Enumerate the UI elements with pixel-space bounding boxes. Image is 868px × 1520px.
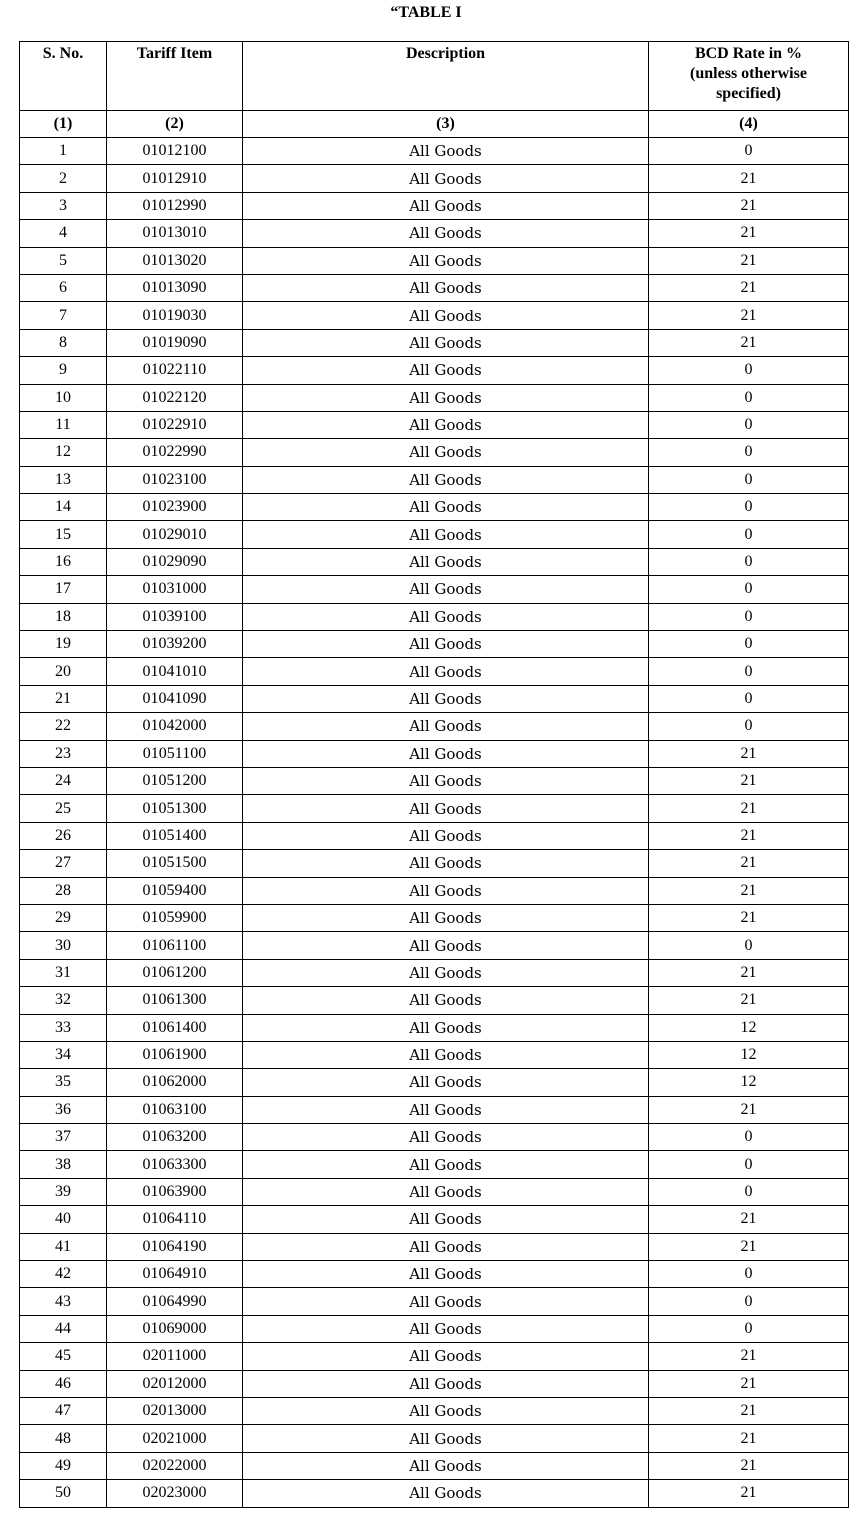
sno-cell: 49 xyxy=(20,1452,107,1479)
tariff-item-cell: 01062000 xyxy=(107,1069,243,1096)
tariff-item-cell: 01031000 xyxy=(107,576,243,603)
sno-cell: 32 xyxy=(20,987,107,1014)
bcd-rate-cell: 21 xyxy=(649,247,849,274)
bcd-rate-cell: 0 xyxy=(649,1124,849,1151)
tariff-item-cell: 01022910 xyxy=(107,411,243,438)
tariff-item-cell: 01051400 xyxy=(107,822,243,849)
description-cell: All Goods xyxy=(243,877,649,904)
tariff-item-cell: 01064990 xyxy=(107,1288,243,1315)
table-row xyxy=(20,767,849,794)
tariff-item-cell: 01013010 xyxy=(107,220,243,247)
bcd-rate-cell: 21 xyxy=(649,987,849,1014)
table-header-row xyxy=(20,42,849,111)
description-cell: All Goods xyxy=(243,1425,649,1452)
table-row xyxy=(20,274,849,301)
sno-cell: 16 xyxy=(20,548,107,575)
table-row xyxy=(20,685,849,712)
tariff-table xyxy=(19,41,849,1508)
table-row xyxy=(20,740,849,767)
description-cell: All Goods xyxy=(243,685,649,712)
tariff-item-cell: 02021000 xyxy=(107,1425,243,1452)
bcd-rate-cell: 21 xyxy=(649,1343,849,1370)
sno-cell: 31 xyxy=(20,959,107,986)
bcd-rate-cell: 21 xyxy=(649,904,849,931)
tariff-item-cell: 01013090 xyxy=(107,274,243,301)
bcd-rate-cell: 0 xyxy=(649,384,849,411)
bcd-rate-cell: 0 xyxy=(649,494,849,521)
description-cell: All Goods xyxy=(243,411,649,438)
sno-cell: 6 xyxy=(20,274,107,301)
tariff-item-cell: 01012100 xyxy=(107,138,243,165)
description-cell: All Goods xyxy=(243,1343,649,1370)
tariff-item-cell: 01029090 xyxy=(107,548,243,575)
table-row xyxy=(20,220,849,247)
table-row xyxy=(20,357,849,384)
tariff-item-cell: 01069000 xyxy=(107,1315,243,1342)
table-row xyxy=(20,384,849,411)
sno-cell: 34 xyxy=(20,1041,107,1068)
sno-cell: 26 xyxy=(20,822,107,849)
tariff-item-cell: 01064910 xyxy=(107,1261,243,1288)
table-row xyxy=(20,302,849,329)
header-sno: S. No. xyxy=(20,42,107,111)
tariff-item-cell: 01012990 xyxy=(107,192,243,219)
bcd-rate-cell: 21 xyxy=(649,795,849,822)
table-row xyxy=(20,1233,849,1260)
description-cell: All Goods xyxy=(243,987,649,1014)
description-cell: All Goods xyxy=(243,192,649,219)
tariff-item-cell: 01063900 xyxy=(107,1178,243,1205)
sno-cell: 15 xyxy=(20,521,107,548)
description-cell: All Goods xyxy=(243,1370,649,1397)
table-row xyxy=(20,1397,849,1424)
bcd-rate-cell: 0 xyxy=(649,138,849,165)
sno-cell: 18 xyxy=(20,603,107,630)
tariff-item-cell: 01051100 xyxy=(107,740,243,767)
tariff-item-cell: 01022110 xyxy=(107,357,243,384)
sno-cell: 47 xyxy=(20,1397,107,1424)
description-cell: All Goods xyxy=(243,932,649,959)
table-row xyxy=(20,1096,849,1123)
table-row xyxy=(20,138,849,165)
bcd-rate-cell: 21 xyxy=(649,302,849,329)
bcd-rate-cell: 0 xyxy=(649,631,849,658)
tariff-item-cell: 01059900 xyxy=(107,904,243,931)
description-cell: All Goods xyxy=(243,439,649,466)
sno-cell: 39 xyxy=(20,1178,107,1205)
sno-cell: 23 xyxy=(20,740,107,767)
sno-cell: 9 xyxy=(20,357,107,384)
table-row xyxy=(20,603,849,630)
description-cell: All Goods xyxy=(243,1397,649,1424)
tariff-item-cell: 01061300 xyxy=(107,987,243,1014)
sno-cell: 8 xyxy=(20,329,107,356)
bcd-rate-cell: 12 xyxy=(649,1014,849,1041)
sno-cell: 3 xyxy=(20,192,107,219)
tariff-item-cell: 01019030 xyxy=(107,302,243,329)
table-row xyxy=(20,329,849,356)
description-cell: All Goods xyxy=(243,1452,649,1479)
bcd-rate-cell: 0 xyxy=(649,576,849,603)
description-cell: All Goods xyxy=(243,822,649,849)
table-row xyxy=(20,877,849,904)
description-cell: All Goods xyxy=(243,1124,649,1151)
bcd-rate-cell: 21 xyxy=(649,767,849,794)
table-row xyxy=(20,904,849,931)
bcd-rate-cell: 0 xyxy=(649,1151,849,1178)
sno-cell: 30 xyxy=(20,932,107,959)
sno-cell: 21 xyxy=(20,685,107,712)
description-cell: All Goods xyxy=(243,548,649,575)
table-row xyxy=(20,1425,849,1452)
bcd-rate-cell: 0 xyxy=(649,439,849,466)
bcd-rate-cell: 0 xyxy=(649,1315,849,1342)
tariff-item-cell: 01051500 xyxy=(107,850,243,877)
tariff-item-cell: 01061400 xyxy=(107,1014,243,1041)
bcd-rate-cell: 21 xyxy=(649,850,849,877)
table-row xyxy=(20,521,849,548)
column-number-row xyxy=(20,111,849,138)
description-cell: All Goods xyxy=(243,1480,649,1507)
tariff-item-cell: 01041090 xyxy=(107,685,243,712)
tariff-item-cell: 01022990 xyxy=(107,439,243,466)
bcd-rate-cell: 21 xyxy=(649,1233,849,1260)
bcd-rate-cell: 12 xyxy=(649,1041,849,1068)
sno-cell: 24 xyxy=(20,767,107,794)
sno-cell: 2 xyxy=(20,165,107,192)
bcd-rate-cell: 0 xyxy=(649,932,849,959)
table-row xyxy=(20,932,849,959)
tariff-item-cell: 01063200 xyxy=(107,1124,243,1151)
description-cell: All Goods xyxy=(243,767,649,794)
description-cell: All Goods xyxy=(243,576,649,603)
table-row xyxy=(20,1041,849,1068)
tariff-item-cell: 01029010 xyxy=(107,521,243,548)
description-cell: All Goods xyxy=(243,1233,649,1260)
sno-cell: 17 xyxy=(20,576,107,603)
bcd-rate-cell: 21 xyxy=(649,1397,849,1424)
bcd-rate-cell: 0 xyxy=(649,521,849,548)
table-row xyxy=(20,192,849,219)
description-cell: All Goods xyxy=(243,1069,649,1096)
sno-cell: 7 xyxy=(20,302,107,329)
table-row xyxy=(20,1370,849,1397)
table-row xyxy=(20,631,849,658)
description-cell: All Goods xyxy=(243,466,649,493)
sno-cell: 22 xyxy=(20,713,107,740)
bcd-rate-cell: 21 xyxy=(649,877,849,904)
table-row xyxy=(20,1343,849,1370)
sno-cell: 14 xyxy=(20,494,107,521)
sno-cell: 13 xyxy=(20,466,107,493)
description-cell: All Goods xyxy=(243,384,649,411)
table-row xyxy=(20,165,849,192)
table-row xyxy=(20,658,849,685)
sno-cell: 33 xyxy=(20,1014,107,1041)
table-row xyxy=(20,1452,849,1479)
column-number-3: (3) xyxy=(243,111,649,138)
sno-cell: 12 xyxy=(20,439,107,466)
table-row xyxy=(20,959,849,986)
bcd-rate-cell: 21 xyxy=(649,1425,849,1452)
sno-cell: 46 xyxy=(20,1370,107,1397)
tariff-item-cell: 01064190 xyxy=(107,1233,243,1260)
table-row xyxy=(20,411,849,438)
description-cell: All Goods xyxy=(243,247,649,274)
tariff-item-cell: 01063100 xyxy=(107,1096,243,1123)
sno-cell: 44 xyxy=(20,1315,107,1342)
tariff-item-cell: 01039200 xyxy=(107,631,243,658)
bcd-rate-cell: 0 xyxy=(649,1261,849,1288)
description-cell: All Goods xyxy=(243,795,649,822)
page-title: “TABLE I xyxy=(390,4,462,21)
description-cell: All Goods xyxy=(243,329,649,356)
description-cell: All Goods xyxy=(243,959,649,986)
bcd-rate-cell: 0 xyxy=(649,357,849,384)
description-cell: All Goods xyxy=(243,494,649,521)
sno-cell: 20 xyxy=(20,658,107,685)
table-row xyxy=(20,1480,849,1507)
column-number-4: (4) xyxy=(649,111,849,138)
sno-cell: 41 xyxy=(20,1233,107,1260)
header-bcd-rate xyxy=(649,42,849,111)
table-row xyxy=(20,576,849,603)
sno-cell: 1 xyxy=(20,138,107,165)
description-cell: All Goods xyxy=(243,274,649,301)
table-row xyxy=(20,1069,849,1096)
header-rate-line2: (unless otherwise xyxy=(690,65,807,82)
bcd-rate-cell: 0 xyxy=(649,713,849,740)
table-row xyxy=(20,247,849,274)
sno-cell: 43 xyxy=(20,1288,107,1315)
description-cell: All Goods xyxy=(243,1014,649,1041)
bcd-rate-cell: 21 xyxy=(649,740,849,767)
tariff-item-cell: 02013000 xyxy=(107,1397,243,1424)
bcd-rate-cell: 0 xyxy=(649,658,849,685)
header-rate-line1: BCD Rate in % xyxy=(694,45,803,62)
bcd-rate-cell: 21 xyxy=(649,1480,849,1507)
description-cell: All Goods xyxy=(243,165,649,192)
tariff-item-cell: 02012000 xyxy=(107,1370,243,1397)
column-number-1: (1) xyxy=(20,111,107,138)
description-cell: All Goods xyxy=(243,1096,649,1123)
tariff-item-cell: 01019090 xyxy=(107,329,243,356)
tariff-item-cell: 01051200 xyxy=(107,767,243,794)
description-cell: All Goods xyxy=(243,1151,649,1178)
bcd-rate-cell: 21 xyxy=(649,1206,849,1233)
table-row xyxy=(20,1178,849,1205)
description-cell: All Goods xyxy=(243,521,649,548)
tariff-item-cell: 01022120 xyxy=(107,384,243,411)
table-row xyxy=(20,822,849,849)
description-cell: All Goods xyxy=(243,220,649,247)
table-row xyxy=(20,1261,849,1288)
header-description: Description xyxy=(243,42,649,111)
tariff-item-cell: 02022000 xyxy=(107,1452,243,1479)
table-row xyxy=(20,1124,849,1151)
column-number-2: (2) xyxy=(107,111,243,138)
table-row xyxy=(20,439,849,466)
bcd-rate-cell: 21 xyxy=(649,959,849,986)
sno-cell: 28 xyxy=(20,877,107,904)
tariff-item-cell: 02023000 xyxy=(107,1480,243,1507)
description-cell: All Goods xyxy=(243,1041,649,1068)
tariff-item-cell: 01042000 xyxy=(107,713,243,740)
table-row xyxy=(20,795,849,822)
bcd-rate-cell: 0 xyxy=(649,685,849,712)
sno-cell: 35 xyxy=(20,1069,107,1096)
header-tariff-item: Tariff Item xyxy=(107,42,243,111)
tariff-item-cell: 01039100 xyxy=(107,603,243,630)
bcd-rate-cell: 12 xyxy=(649,1069,849,1096)
table-row xyxy=(20,987,849,1014)
bcd-rate-cell: 0 xyxy=(649,1288,849,1315)
bcd-rate-cell: 21 xyxy=(649,274,849,301)
tariff-item-cell: 01061900 xyxy=(107,1041,243,1068)
bcd-rate-cell: 21 xyxy=(649,192,849,219)
table-row xyxy=(20,1014,849,1041)
table-row xyxy=(20,494,849,521)
table-row xyxy=(20,1288,849,1315)
tariff-item-cell: 01064110 xyxy=(107,1206,243,1233)
tariff-item-cell: 01041010 xyxy=(107,658,243,685)
sno-cell: 42 xyxy=(20,1261,107,1288)
tariff-item-cell: 02011000 xyxy=(107,1343,243,1370)
sno-cell: 50 xyxy=(20,1480,107,1507)
description-cell: All Goods xyxy=(243,302,649,329)
tariff-item-cell: 01051300 xyxy=(107,795,243,822)
description-cell: All Goods xyxy=(243,631,649,658)
table-row xyxy=(20,850,849,877)
sno-cell: 11 xyxy=(20,411,107,438)
tariff-item-cell: 01023900 xyxy=(107,494,243,521)
description-cell: All Goods xyxy=(243,1206,649,1233)
sno-cell: 4 xyxy=(20,220,107,247)
sno-cell: 37 xyxy=(20,1124,107,1151)
bcd-rate-cell: 21 xyxy=(649,1452,849,1479)
sno-cell: 5 xyxy=(20,247,107,274)
sno-cell: 40 xyxy=(20,1206,107,1233)
bcd-rate-cell: 21 xyxy=(649,329,849,356)
table-row xyxy=(20,548,849,575)
bcd-rate-cell: 21 xyxy=(649,220,849,247)
description-cell: All Goods xyxy=(243,357,649,384)
bcd-rate-cell: 0 xyxy=(649,603,849,630)
tariff-item-cell: 01063300 xyxy=(107,1151,243,1178)
sno-cell: 25 xyxy=(20,795,107,822)
bcd-rate-cell: 21 xyxy=(649,1096,849,1123)
sno-cell: 45 xyxy=(20,1343,107,1370)
sno-cell: 19 xyxy=(20,631,107,658)
sno-cell: 27 xyxy=(20,850,107,877)
bcd-rate-cell: 21 xyxy=(649,1370,849,1397)
sno-cell: 48 xyxy=(20,1425,107,1452)
sno-cell: 36 xyxy=(20,1096,107,1123)
table-row xyxy=(20,1206,849,1233)
description-cell: All Goods xyxy=(243,1315,649,1342)
tariff-item-cell: 01013020 xyxy=(107,247,243,274)
description-cell: All Goods xyxy=(243,850,649,877)
description-cell: All Goods xyxy=(243,138,649,165)
description-cell: All Goods xyxy=(243,740,649,767)
bcd-rate-cell: 0 xyxy=(649,411,849,438)
bcd-rate-cell: 21 xyxy=(649,822,849,849)
sno-cell: 29 xyxy=(20,904,107,931)
sno-cell: 38 xyxy=(20,1151,107,1178)
tariff-item-cell: 01059400 xyxy=(107,877,243,904)
bcd-rate-cell: 0 xyxy=(649,1178,849,1205)
description-cell: All Goods xyxy=(243,904,649,931)
description-cell: All Goods xyxy=(243,658,649,685)
description-cell: All Goods xyxy=(243,603,649,630)
tariff-item-cell: 01061200 xyxy=(107,959,243,986)
table-row xyxy=(20,713,849,740)
header-rate-line3: specified) xyxy=(716,85,781,102)
table-row xyxy=(20,1151,849,1178)
description-cell: All Goods xyxy=(243,713,649,740)
bcd-rate-cell: 21 xyxy=(649,165,849,192)
table-row xyxy=(20,466,849,493)
bcd-rate-cell: 0 xyxy=(649,548,849,575)
sno-cell: 10 xyxy=(20,384,107,411)
description-cell: All Goods xyxy=(243,1261,649,1288)
description-cell: All Goods xyxy=(243,1288,649,1315)
bcd-rate-cell: 0 xyxy=(649,466,849,493)
table-row xyxy=(20,1315,849,1342)
tariff-item-cell: 01012910 xyxy=(107,165,243,192)
tariff-item-cell: 01061100 xyxy=(107,932,243,959)
table-body xyxy=(20,138,849,1508)
description-cell: All Goods xyxy=(243,1178,649,1205)
tariff-item-cell: 01023100 xyxy=(107,466,243,493)
